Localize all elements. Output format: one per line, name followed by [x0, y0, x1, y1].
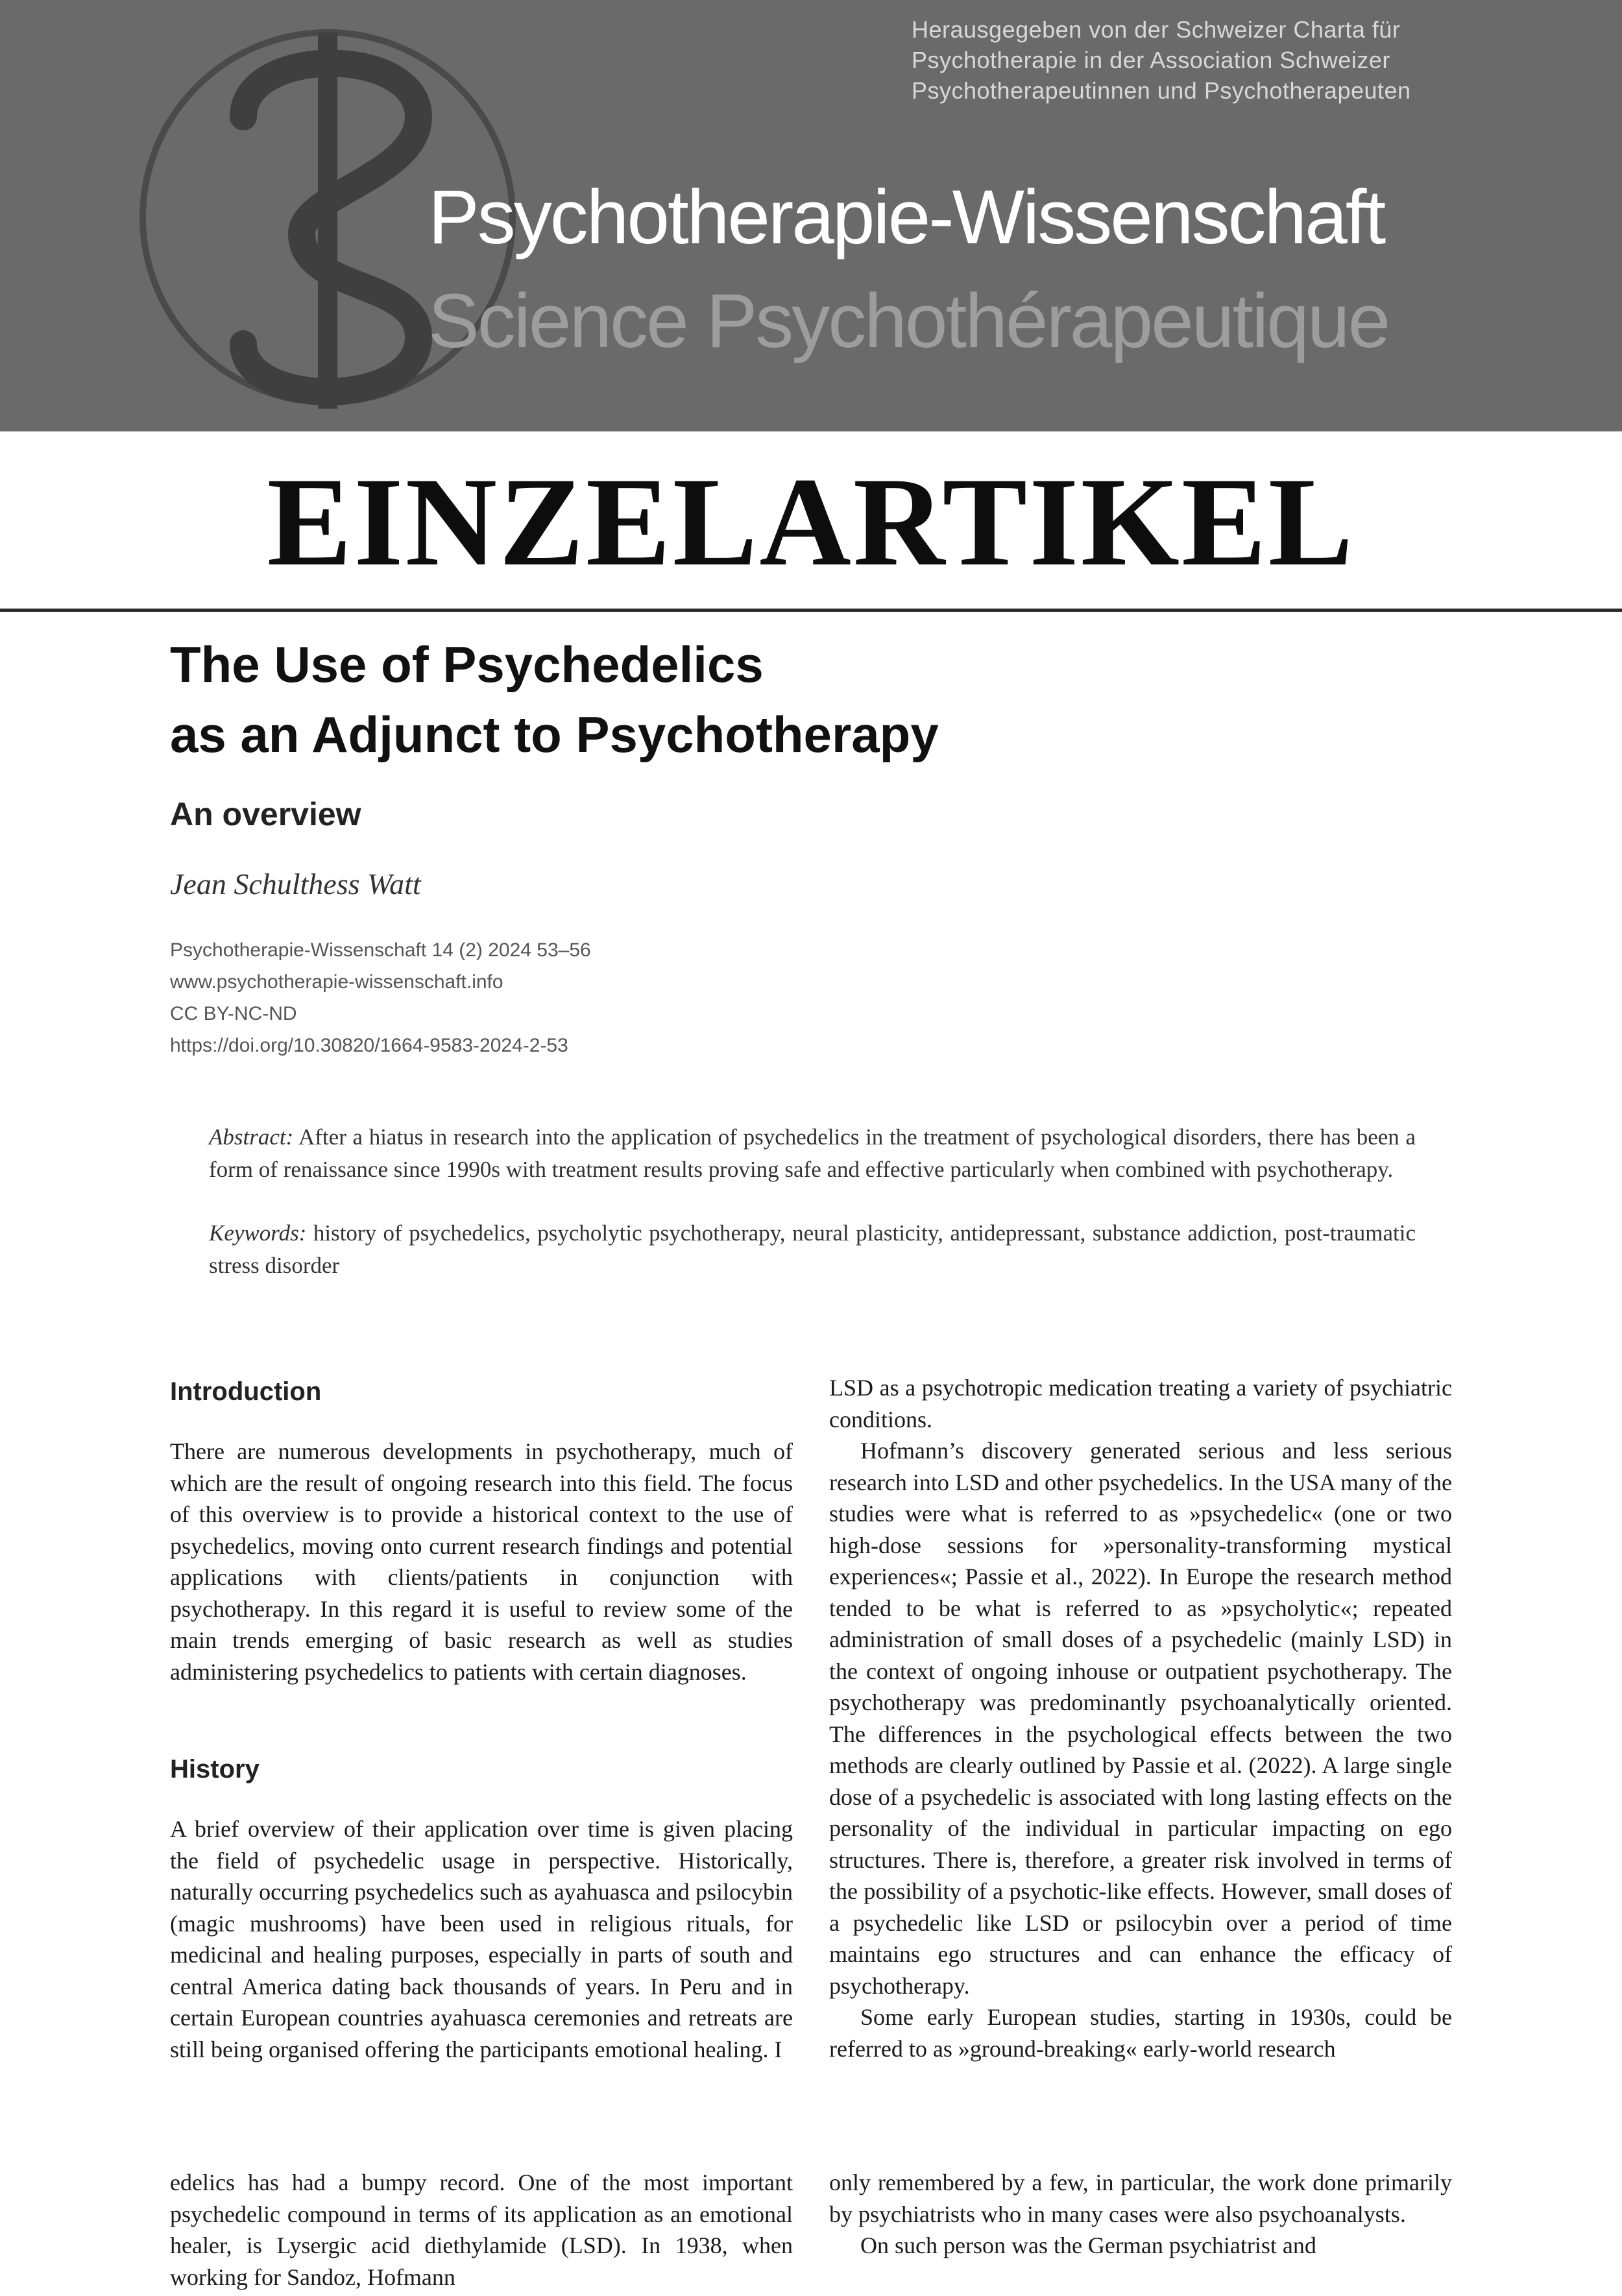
- doi-link[interactable]: https://doi.org/10.30820/1664-9583-2024-2-53: [170, 1035, 568, 1056]
- right-column: [829, 1372, 1452, 2064]
- lower-right-column: [829, 2167, 1452, 2262]
- article-category: EINZELARTIKEL: [267, 452, 1355, 592]
- divider-rule: [0, 609, 1622, 612]
- keywords-text: history of psychedelics, psycholytic psychotherapy, neural plasticity, antidepressant, substance addiction, post-traumatic stress disorder: [209, 1220, 1416, 1278]
- license: CC BY-NC-ND: [170, 1003, 297, 1024]
- abstract-block: [209, 1121, 1416, 1313]
- body-paragraph: only remembered by a few, in particular, the work done primarily by psychiatrists who in many cases were also psychoanalysts.: [829, 2169, 1452, 2227]
- article-meta: [170, 934, 949, 1061]
- publisher-note: [912, 14, 1444, 106]
- section-heading-history: History: [170, 1755, 260, 1783]
- keywords-label: Keywords:: [209, 1220, 307, 1246]
- journal-website-link[interactable]: www.psychotherapie-wissenschaft.info: [170, 971, 503, 993]
- body-paragraph: edelics has had a bumpy record. One of the most important psychedelic compound in terms of its application as an emotional healer, is Lysergic acid diethylamide (LSD). In 1938, when working for Sandoz, Hofmann: [170, 2169, 793, 2290]
- body-paragraph: On such person was the German psychiatrist and: [860, 2232, 1316, 2258]
- citation: Psychotherapie-Wissenschaft 14 (2) 2024 53–56: [170, 939, 591, 961]
- abstract-label: Abstract:: [209, 1124, 294, 1150]
- journal-title-german: Psychotherapie-Wissenschaft: [428, 175, 1385, 260]
- body-paragraph: Hofmann’s discovery generated serious and less serious research into LSD and other psychedelics. In the USA many of the studies were what is referred to as »psychedelic« (one or two high-dose sessions for »personality-transforming mystical experiences«; Passie et al., 2022). In Europe the research method tended to be what is referred to as »psycholytic«; repeated administration of small doses of a psychedelic (mainly LSD) in the context of ongoing inhouse or outpatient psychotherapy. The psychotherapy was predominantly psychoanalytically oriented. The differences in the psychological effects between the two methods are clearly outlined by Passie et al. (2022). A large single dose of a psychedelic is associated with long lasting effects on the personality of the individual in particular impacting on ego structures. There is, therefore, a greater risk involved in terms of the possibility of a psychotic-like effects. However, small doses of a psychedelic like LSD or psilocybin over a period of time maintains ego structures and can enhance the efficacy of psychotherapy.: [829, 1438, 1452, 1999]
- section-heading-introduction: Introduction: [170, 1377, 322, 1406]
- article-author: Jean Schulthess Watt: [170, 867, 421, 900]
- publisher-line: Psychotherapie in der Association Schweizer: [912, 47, 1390, 73]
- article-title-line: The Use of Psychedelics: [170, 636, 764, 693]
- introduction-paragraph: There are numerous developments in psychotherapy, much of which are the result of ongoing research into this field. The focus of this overview is to provide a historical context to the use of psychedelics, moving onto current research findings and potential applications with clients/patients in conjunction with psychotherapy. In this regard it is useful to review some of the main trends emerging of basic research as well as studies administering psychedelics to patients with certain diagnoses.: [170, 1438, 793, 1685]
- lower-left-column: [170, 2167, 793, 2293]
- article-subtitle: An overview: [170, 796, 361, 832]
- body-paragraph: LSD as a psychotropic medication treating a variety of psychiatric conditions.: [829, 1375, 1452, 1432]
- article-title-line: as an Adjunct to Psychotherapy: [170, 706, 939, 763]
- body-paragraph: Some early European studies, starting in 1930s, could be referred to as »ground-breaking« early-world research: [829, 2004, 1452, 2062]
- history-paragraph: A brief overview of their application over time is given placing the field of psychedelic usage in perspective. Historically, naturally occurring psychedelics such as ayahuasca and psilocybin (magic mushrooms) have been used in religious rituals, for medicinal and healing purposes, especially in parts of south and central America dating back thousands of years. In Peru and in certain European countries ayahuasca ceremonies and retreats are still being organised offering the participants emotional healing. I: [170, 1816, 793, 2062]
- abstract-text: After a hiatus in research into the application of psychedelics in the treatment of psychological disorders, there has been a form of renaissance since 1990s with treatment results proving safe and effective particularly when combined with psychotherapy.: [209, 1124, 1416, 1182]
- publisher-line: Herausgegeben von der Schweizer Charta für: [912, 16, 1401, 43]
- page-break: [0, 2114, 1622, 2172]
- journal-title-french: Science Psychothérapeutique: [428, 278, 1389, 364]
- article-title: [170, 629, 1208, 769]
- left-column: [170, 1372, 793, 2065]
- journal-banner: [0, 0, 1622, 431]
- publisher-line: Psychotherapeutinnen und Psychotherapeuten: [912, 77, 1411, 104]
- abstract: [209, 1121, 1416, 1186]
- keywords: [209, 1217, 1416, 1282]
